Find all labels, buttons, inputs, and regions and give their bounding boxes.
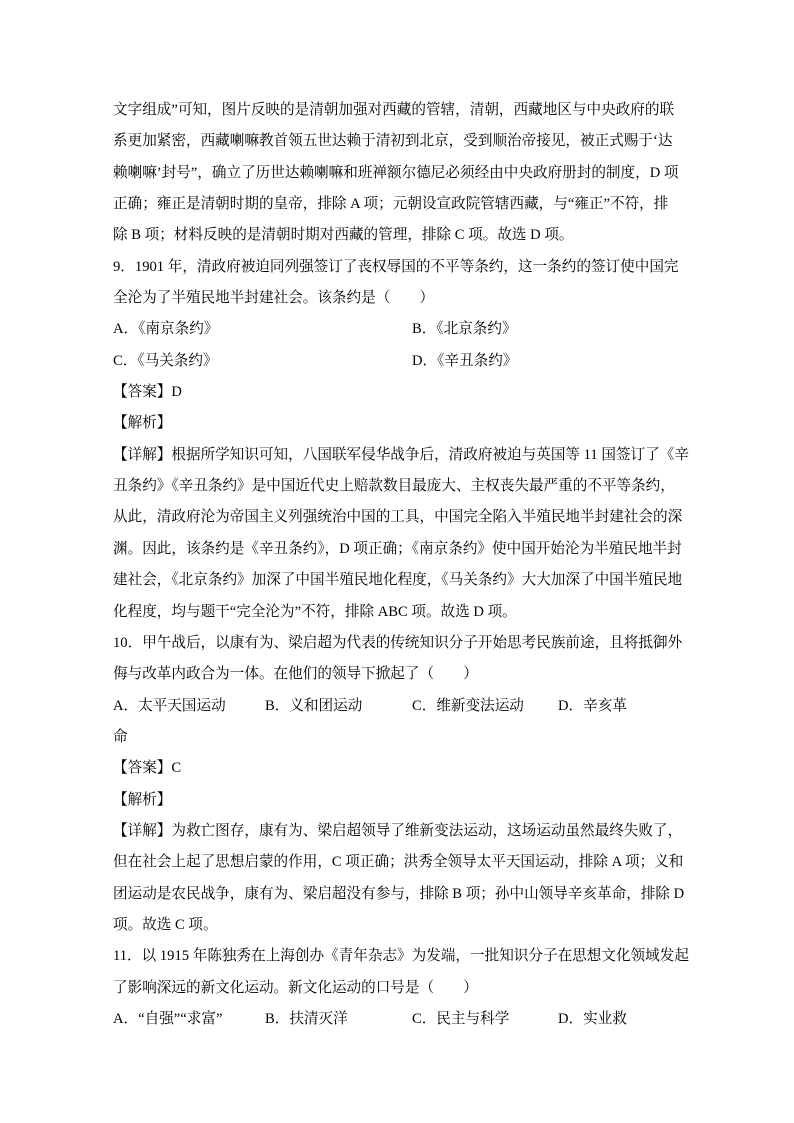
question-11-option-b: B．扶清灭洋 bbox=[265, 1010, 348, 1027]
question-11-options-row bbox=[113, 1004, 685, 1035]
explanation-line: 除 B 项；材料反映的是清朝时期对西藏的管理，排除 C 项。故选 D 项。 bbox=[113, 227, 574, 244]
question-10-option-c: C．维新变法运动 bbox=[412, 697, 524, 714]
question-10-stem-line: 10．甲午战后，以康有为、梁启超为代表的传统知识分子开始思考民族前途，且将抵御外 bbox=[113, 634, 683, 651]
question-9-answer-label: 【答案】D bbox=[113, 384, 182, 401]
explanation-line: 正确；雍正是清朝时期的皇帝，排除 A 项；元朝设宣政院管辖西藏，与“雍正”不符，排 bbox=[113, 196, 669, 213]
question-9-options-row bbox=[113, 346, 685, 377]
question-10-detail-line: 但在社会上起了思想启蒙的作用，C 项正确；洪秀全领导太平天国运动，排除 A 项；义和 bbox=[113, 854, 684, 871]
question-9-option-b: B．《北京条约》 bbox=[412, 321, 517, 338]
question-10-option-b: B．义和团运动 bbox=[265, 697, 363, 714]
question-9-detail-line: 渊。因此，该条约是《辛丑条约》，D 项正确；《南京条约》使中国开始沦为半殖民地半封 bbox=[113, 540, 682, 557]
question-9-stem-line: 9．1901 年，清政府被迫同列强签订了丧权辱国的不平等条约，这一条约的签订使中国完 bbox=[113, 258, 679, 275]
question-11-stem-line: 了影响深远的新文化运动。新文化运动的口号是（ ） bbox=[113, 979, 478, 996]
question-9-detail-line: 【详解】根据所学知识可知，八国联军侵华战争后，清政府被迫与英国等 11 国签订了《辛 bbox=[113, 446, 689, 463]
question-11-option-c: C．民主与科学 bbox=[412, 1010, 510, 1027]
question-9-analysis-label: 【解析】 bbox=[113, 415, 172, 432]
question-10-detail-line: 团运动是农民战争，康有为、梁启超没有参与，排除 B 项；孙中山领导辛亥革命，排除 D bbox=[113, 885, 685, 902]
question-10-analysis-label: 【解析】 bbox=[113, 791, 172, 808]
question-9-detail-line: 化程度，均与题干“完全沦为”不符，排除 ABC 项。故选 D 项。 bbox=[113, 603, 517, 620]
question-9-detail-line: 建社会，《北京条约》加深了中国半殖民地化程度，《马关条约》大大加深了中国半殖民地 bbox=[113, 572, 683, 589]
question-11-stem-line: 11．以 1915 年陈独秀在上海创办《青年杂志》为发端，一批知识分子在思想文化领域发起 bbox=[113, 948, 689, 965]
document-text-block bbox=[113, 95, 689, 1035]
question-9-option-a: A．《南京条约》 bbox=[113, 321, 219, 338]
question-10-option-d-wrap: 命 bbox=[113, 728, 128, 745]
question-10-detail-line: 【详解】为救亡图存，康有为、梁启超领导了维新变法运动，这场运动虽然最终失败了， bbox=[113, 822, 683, 839]
question-10-option-d: D．辛亥革 bbox=[558, 697, 627, 714]
explanation-line: 文字组成”可知，图片反映的是清朝加强对西藏的管辖，清朝，西藏地区与中央政府的联 bbox=[113, 102, 675, 118]
question-10-detail-line: 项。故选 C 项。 bbox=[113, 916, 218, 933]
question-9-options-row bbox=[113, 314, 685, 345]
explanation-line: 系更加紧密，西藏喇嘛教首领五世达赖于清初到北京，受到顺治帝接见，被正式赐于‘达 bbox=[113, 133, 673, 150]
question-9-detail-line: 丑条约》《辛丑条约》是中国近代史上赔款数目最庞大、主权丧失最严重的不平等条约， bbox=[113, 478, 675, 495]
question-10-stem-line: 侮与改革内政合为一体。在他们的领导下掀起了（ ） bbox=[113, 666, 478, 683]
question-10-option-a: A．太平天国运动 bbox=[113, 697, 226, 714]
question-9-stem-line: 全沦为了半殖民地半封建社会。该条约是（ ） bbox=[113, 290, 435, 307]
question-10-options-row bbox=[113, 691, 685, 722]
question-11-option-a: A．“自强”“求富” bbox=[113, 1010, 223, 1027]
question-10-answer-label: 【答案】C bbox=[113, 760, 182, 777]
question-9-option-c: C．《马关条约》 bbox=[113, 352, 218, 369]
question-9-detail-line: 从此，清政府沦为帝国主义列强统治中国的工具，中国完全陷入半殖民地半封建社会的深 bbox=[113, 509, 683, 526]
question-11-option-d: D．实业救 bbox=[558, 1010, 627, 1027]
question-9-option-d: D．《辛丑条约》 bbox=[412, 352, 518, 369]
explanation-line: 赖喇嘛’封号”，确立了历世达赖喇嘛和班禅额尔德尼必须经由中央政府册封的制度，D 项 bbox=[113, 164, 679, 181]
